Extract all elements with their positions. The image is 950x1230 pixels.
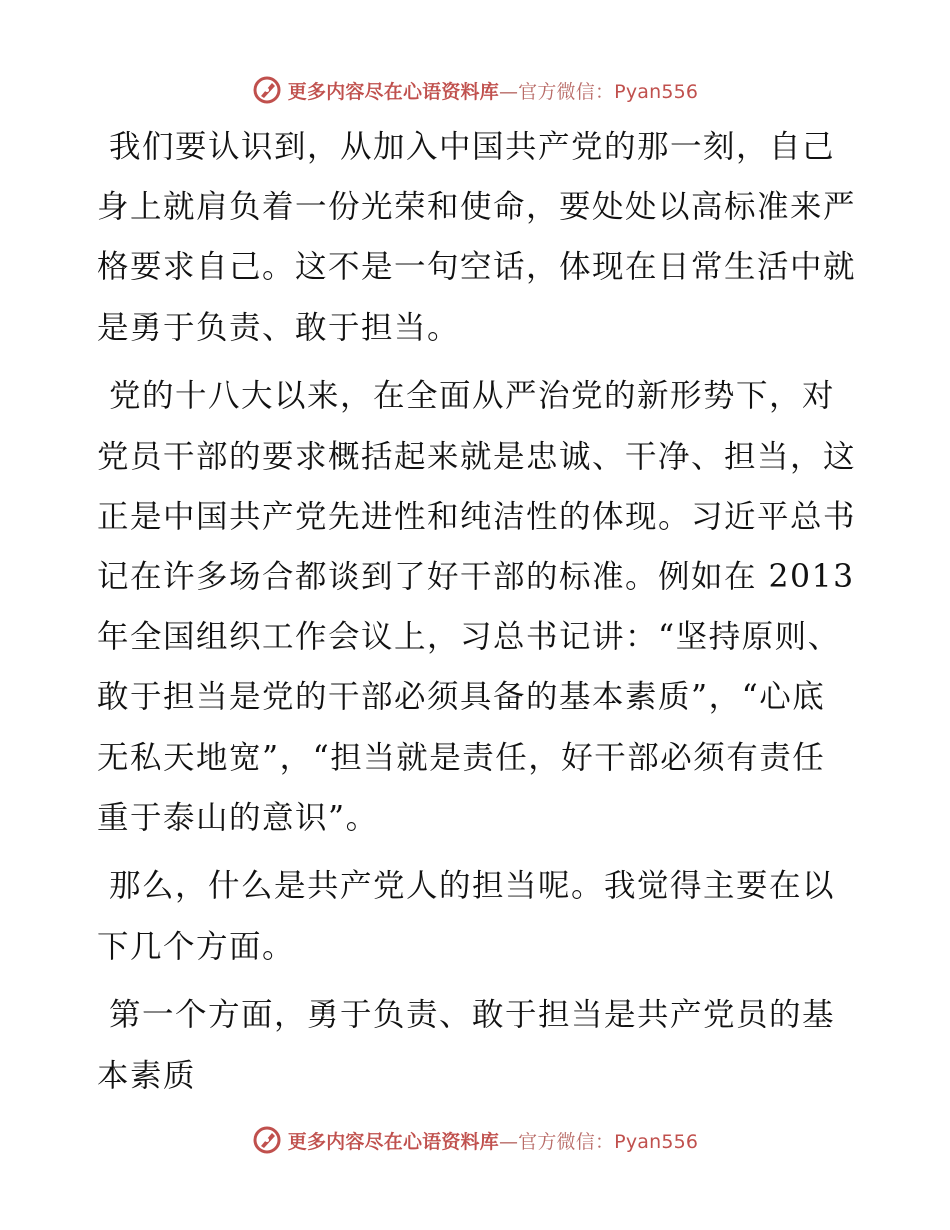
- footer-banner: [0, 1120, 950, 1160]
- header-dash: —: [498, 80, 519, 103]
- header-banner-text: [288, 77, 698, 104]
- footer-site-text: 更多内容尽在心语资料库: [287, 1130, 499, 1153]
- footer-dash: —: [498, 1130, 519, 1153]
- footer-wechat-label: 官方微信：: [518, 1130, 615, 1153]
- header-wechat-id: Pyan556: [614, 80, 699, 103]
- header-banner: [0, 70, 950, 110]
- paragraph: [97, 117, 857, 358]
- footer-wechat-id: Pyan556: [614, 1130, 699, 1153]
- pen-circle-logo-icon: [252, 1125, 282, 1155]
- paragraph-text: 党的十八大以来，在全面从严治党的新形势下，对党员干部的要求概括起来就是忠诚、干净、担当，这正是中国共产党先进性和纯洁性的体现。习近平总书记在许多场合都谈到了好干部的标准。例如在 2013 年全国组织工作会议上，习总书记讲：“坚持原则、敢于担当是党的干部必须具备的基本素质”，“心底无私天地宽”，“担当就是责任，好干部必须有责任重于泰山的意识”。: [97, 378, 857, 836]
- paragraph: [97, 985, 857, 1105]
- document-body: [97, 117, 857, 1114]
- pen-circle-logo-icon: [252, 75, 282, 105]
- paragraph-text: 第一个方面，勇于负责、敢于担当是共产党员的基本素质: [97, 997, 836, 1094]
- paragraph-text: 我们要认识到，从加入中国共产党的那一刻，自己身上就肩负着一份光荣和使命，要处处以高标准来严格要求自己。这不是一句空话，体现在日常生活中就是勇于负责、敢于担当。: [97, 129, 857, 346]
- header-wechat-label: 官方微信：: [518, 80, 615, 103]
- header-site-text: 更多内容尽在心语资料库: [287, 80, 499, 103]
- paragraph: [97, 856, 857, 976]
- footer-banner-text: [288, 1127, 698, 1154]
- paragraph: [97, 366, 857, 848]
- paragraph-text: 那么，什么是共产党人的担当呢。我觉得主要在以下几个方面。: [97, 868, 836, 965]
